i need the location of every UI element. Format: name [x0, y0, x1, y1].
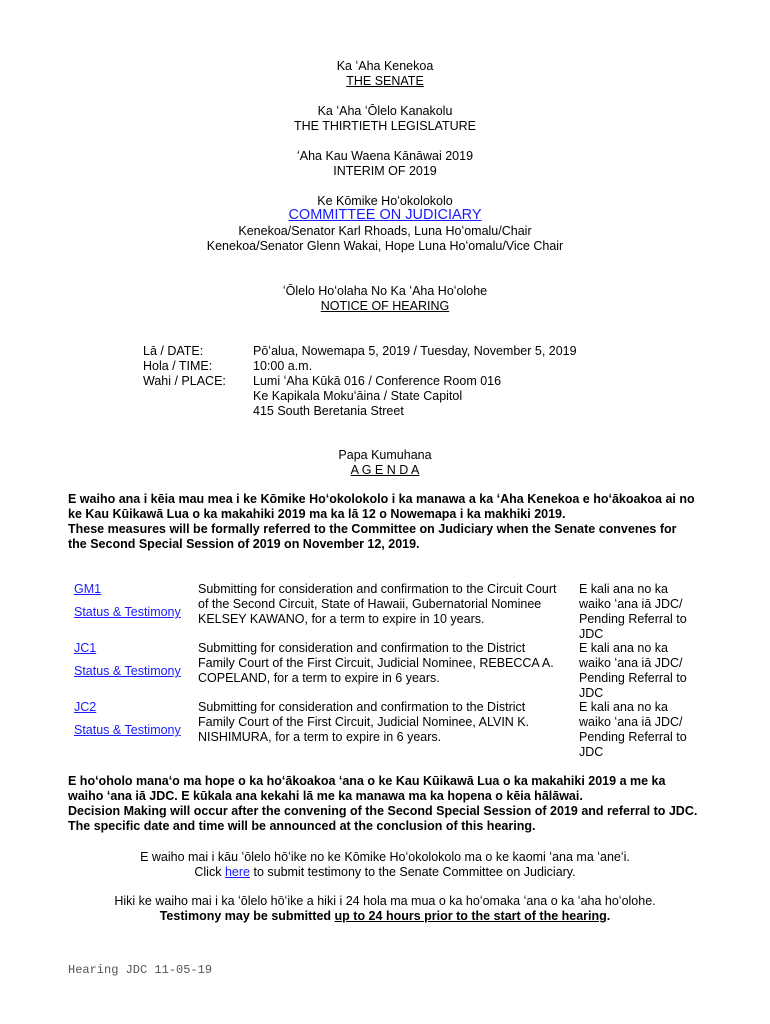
item-jc2-link[interactable]: JC2	[74, 700, 97, 714]
intro-block: E waiho ana i kēia mau mea i ke Kōmike Hoʻokolokolo i ka manawa a ka ʻAha Kenekoa e hoʻākoakoa ai no ke Kau Kūikawā Lua o ka makahiki 2019 ma ka lā 12 o Nowemapa i ka makhiki 2019. These measures will be formally referred to the Committee on Judiciary when the Senate convenes for the Second Special Session of 2019 on November 12, 2019.	[68, 492, 695, 551]
interim-title: INTERIM OF 2019	[333, 164, 437, 178]
legislature-hawaiian: Ka ʻAha ʻŌlelo Kanakolu	[317, 104, 453, 118]
date-value: Pōʻalua, Nowemapa 5, 2019 / Tuesday, November 5, 2019	[253, 344, 577, 358]
item-gm1-description: Submitting for consideration and confirmation to the Circuit Court of the Second Circuit, State of Hawaii, Gubernatorial Nominee KELSEY KAWANO, for a term to expire in 10 years.	[198, 582, 557, 626]
committee-link[interactable]: COMMITTEE ON JUDICIARY	[288, 207, 482, 223]
date-label: Lā / DATE:	[143, 344, 204, 358]
item-jc2-status-link[interactable]: Status & Testimony	[74, 723, 181, 737]
agenda-title: A G E N D A	[350, 463, 420, 477]
testimony-here-link[interactable]: here	[224, 865, 250, 879]
testimony-hawaiian-2: Hiki ke waiho mai i ka ʻōlelo hōʻike a hiki i 24 hola ma mua o ka hoʻomaka ʻana o ka ʻaha hoʻolohe.	[114, 894, 656, 908]
item-jc1-status-link[interactable]: Status & Testimony	[74, 664, 181, 678]
notice-title: NOTICE OF HEARING	[320, 299, 450, 313]
place-line-1: Lumi ʻAha Kūkā 016 / Conference Room 016	[253, 374, 502, 388]
page-footer: Hearing JDC 11-05-19	[68, 963, 213, 977]
item-gm1-link[interactable]: GM1	[74, 582, 102, 596]
place-line-2: Ke Kapikala Mokuʻāina / State Capitol	[253, 389, 463, 403]
chair-line: Kenekoa/Senator Karl Rhoads, Luna Hoʻomalu/Chair	[238, 224, 532, 238]
testimony-deadline: Testimony may be submitted up to 24 hours prior to the start of the hearing.	[159, 909, 611, 923]
item-gm1-status-link[interactable]: Status & Testimony	[74, 605, 181, 619]
item-jc2-status: E kali ana no ka waiko ʻana iā JDC/ Pending Referral to JDC	[579, 700, 687, 759]
time-value: 10:00 a.m.	[253, 359, 313, 373]
item-jc1-link[interactable]: JC1	[74, 641, 97, 655]
notice-hawaiian: ʻŌlelo Hoʻolaha No Ka ʻAha Hoʻolohe	[282, 284, 488, 298]
senate-title: THE SENATE	[346, 74, 424, 88]
place-line-3: 415 South Beretania Street	[253, 404, 404, 418]
agenda-hawaiian: Papa Kumuhana	[338, 448, 432, 462]
time-label: Hola / TIME:	[143, 359, 213, 373]
item-jc1-description: Submitting for consideration and confirmation to the District Family Court of the First Circuit, Judicial Nominee, REBECCA A. COPELAND, for a term to expire in 6 years.	[198, 641, 554, 685]
testimony-hawaiian-1: E waiho mai i kāu ʻōlelo hōʻike no ke Kōmike Hoʻokolokolo ma o ke kaomi ʻana ma ʻaneʻi.	[140, 850, 630, 864]
legislature-title: THE THIRTIETH LEGISLATURE	[294, 119, 476, 133]
item-jc2-description: Submitting for consideration and confirmation to the District Family Court of the First Circuit, Judicial Nominee, ALVIN K. NISHIMURA, for a term to expire in 6 years.	[198, 700, 530, 744]
place-label: Wahi / PLACE:	[143, 374, 226, 388]
item-gm1-status: E kali ana no ka waiko ʻana iā JDC/ Pending Referral to JDC	[579, 582, 687, 641]
senate-hawaiian: Ka ʻAha Kenekoa	[336, 59, 434, 73]
decision-block: E hoʻoholo manaʻo ma hope o ka hoʻākoakoa ʻana o ke Kau Kūikawā Lua o ka makahiki 2019 a me ka waiho ʻana iā JDC. E kūkala ana kekahi lā me ka manawa ma ka hopena o kēia hālāwai. Decision Making will occur after the convening of the Second Special Session of 2019 and referral to JDC. The specific date and time will be announced at the conclusion of this hearing.	[68, 774, 698, 833]
interim-hawaiian: ʻAha Kau Waena Kānāwai 2019	[296, 149, 474, 163]
committee-hawaiian: Ke Kōmike Hoʻokolokolo	[317, 194, 453, 208]
item-jc1-status: E kali ana no ka waiko ʻana iā JDC/ Pending Referral to JDC	[579, 641, 687, 700]
testimony-click-line: Click here to submit testimony to the Senate Committee on Judiciary.	[194, 865, 576, 879]
vice-chair-line: Kenekoa/Senator Glenn Wakai, Hope Luna Hoʻomalu/Vice Chair	[206, 239, 564, 253]
